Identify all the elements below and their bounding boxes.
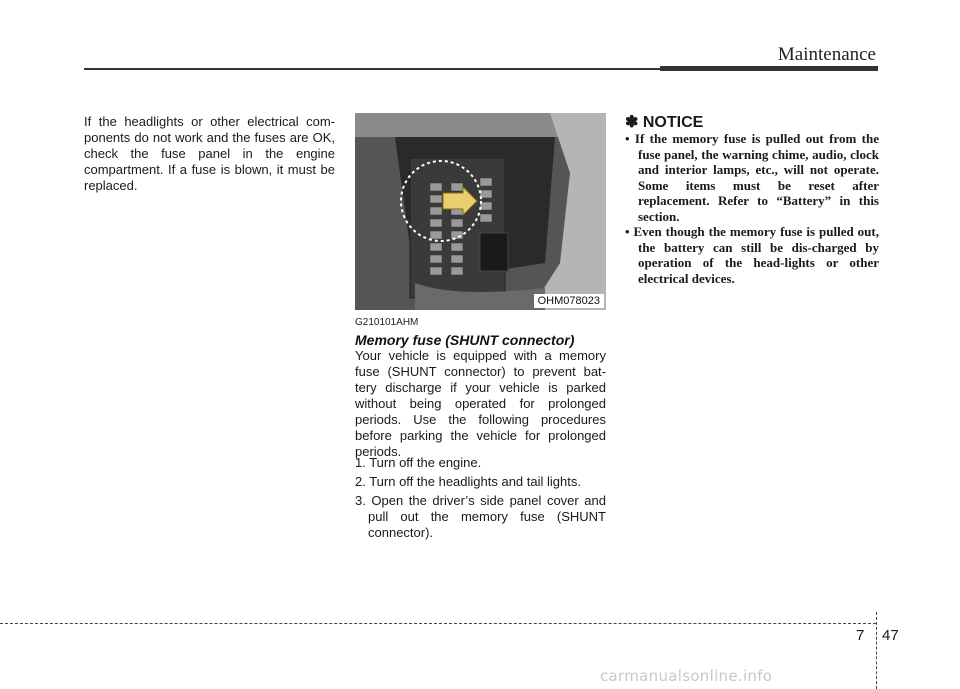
header-title: Maintenance [777, 44, 876, 65]
footer-divider [876, 612, 877, 689]
step-item: 1. Turn off the engine. [355, 455, 482, 470]
step-item: 2. Turn off the headlights and tail lights. [355, 474, 581, 489]
notice-title: ✽ NOTICE [625, 114, 704, 131]
figure-caption: OHM078023 [534, 294, 604, 308]
procedure-steps [355, 455, 606, 544]
page-number: 47 [882, 627, 899, 644]
notice-list [625, 131, 879, 286]
intro-paragraph: If the headlights or other electrical com-ponents do not work and the fuses are OK, check the fuse panel in the engine compartment. If a fuse is blown, it must be replaced. [84, 114, 335, 193]
watermark: carmanualsonline.info [600, 667, 773, 685]
section-body: Your vehicle is equipped with a memory fuse (SHUNT connector) to prevent bat-tery discharge if your vehicle is parked without being operated for prolonged periods. Use the following procedures before parking the vehicle for prolonged periods. [355, 348, 606, 459]
step-item: 3. Open the driver’s side panel cover and pull out the memory fuse (SHUNT connector). [355, 493, 606, 540]
footer-rule [0, 623, 876, 624]
section-heading: Memory fuse (SHUNT connector) [355, 332, 575, 348]
section-code: G210101AHM [355, 317, 419, 328]
fuse-panel-illustration [355, 113, 606, 310]
chapter-number: 7 [856, 627, 865, 644]
notice-item: • If the memory fuse is pulled out from the fuse panel, the warning chime, audio, clock and interior lamps, etc., will not operate. Some items must be reset after replacement. Refer to “Battery” in this section. [625, 131, 879, 224]
notice-item: • Even though the memory fuse is pulled out, the battery can still be dis-charged by operation of the head-lights or other electrical devices. [625, 224, 879, 286]
fuse-panel-photo [355, 113, 606, 310]
header-rule-accent [660, 66, 878, 71]
